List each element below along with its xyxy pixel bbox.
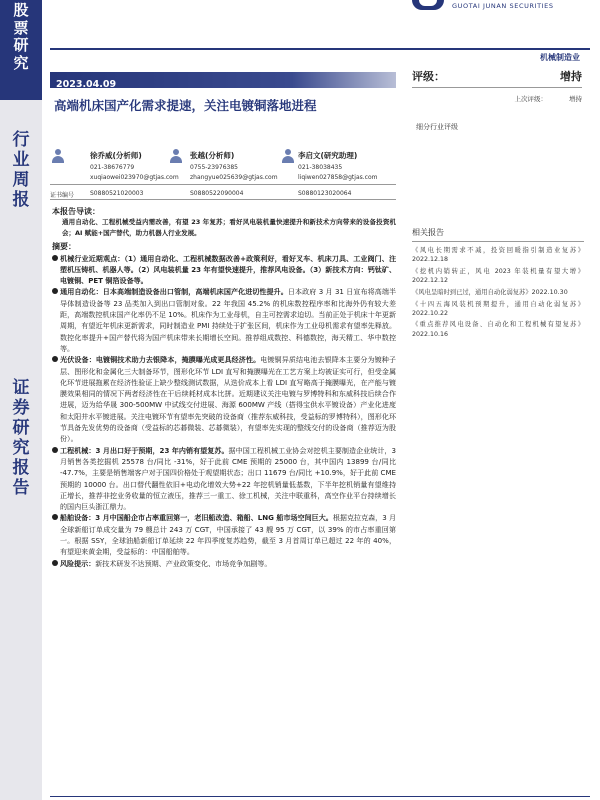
summary-paragraph: 光伏设备：电镀铜技术助力去银降本，掩膜曝光成更具经济性。电镀铜异质结电池去银降本主要分为镀种子层、图形化和金属化三大制备环节，图形化环节 LDI 直写和掩膜曝光在工艺方案上均被证实可行，但受金属化环节进展拖累在经济性验证上缺少整线测试数据，从迭价成本上看 LDI 直写略高于掩膜曝光，在产能与镀膜效果相同的情况下两者经济性在干后续耗材成本比拼。近期建议关注电镀与罗博特科和东威科技后续合作进展，迈为给华晟 300-500MW 中试线交付进展、海源 600MW 产线（搭得宝供水平镀设备）产业化进度和太阳井水平镀进展。关注电镀环节有望率先突破的设备商（推荐东威科技，受益标的罗博特科），图形化环节具备先发优势的设备商（受益标的芯碁微装、芯碁微装），有望率先实现的整线交付的设备商（推荐迈为股份）。: [52, 354, 396, 444]
footer-divider: [50, 796, 590, 797]
prev-rating-label: 上次评级：: [514, 95, 547, 103]
guide-text: 通用自动化、工程机械受益内需改善，有望 23 年复苏；看好风电装机量快速提升和新技术方向带来的设备投资机会；AI 赋能+国产替代，助力机器人行业发展。: [62, 218, 396, 238]
related-reports-title: 相关报告: [412, 227, 584, 242]
analyst-name: 张越(分析师): [190, 151, 235, 160]
prev-rating-value: 增持: [569, 95, 582, 103]
weekly-report-label: 行 业 周 报: [12, 130, 30, 211]
analyst-divider: [50, 199, 396, 200]
summary-paragraph: 通用自动化：日本高端制造设备出口管制，高端机床国产化进切性提升。日本政府 3 月 31 日宣布将高端半导体制造设备等 23 品类加入到出口管制对象。22 年我国 45.2% 的机床数控程序率和比海外仍有较大差距，高端数控机床国产化率仍不足 10%。机床作为工业母机，自主可控需求迫切。当前正处于机床十年更新周期，有望近年机床更新需求，同时制造业 PMI 持续处于扩张区间，机床作为工业母机需求有望率先释放。数控化率提升+国产替代将为国产机床带来长期增长空间。推荐组成数控、科德数控，海天精工、华中数控等。: [52, 286, 396, 354]
summary-paragraph: 工程机械：3 月出口好于预期，23 年内销有望复苏。据中国工程机械工业协会对挖机主要制造企业统计，3 月销售各类挖掘机 25578 台/同比 -31%，好于此前 CME 预期的 25000 台，其中国内 13899 台/同比 -47.7%，主要是销售端客户对于国四价格处于观望期状态；出口 11679 台/同比 +10.9%，好于此前 CME 预期的 10000 台。出口替代翻性依旧+电动化增效大势+22 年挖机销量低基数，下半年挖机销量有望维持正增长，推荐非挖业务收量的恒立液压，推荐三一重工、徐工机械，关注中联重科，高空作业平台持续增长的国内巨头浙江鼎力。: [52, 445, 396, 513]
summary-paragraph: 船舶设备：3 月中国船企市占率重回第一，老旧船改造、箱船、LNG 船市场空间巨大。根据克拉克森，3 月全球新船订单成交量为 79 艘总计 243 万 CGT，中国承接了 43 艘 95 万 CGT，以 39% 的市占率重回第一。根据 SSY，全球油船新船订单延续 22 年四季度复苏趋势，截至 3 月首周订单已超过 22 年的 40%，有望迎来黄金期，受益标的：中国船舶等。: [52, 512, 396, 557]
analyst-phone: 0755-23976385: [190, 164, 238, 171]
header-divider: [50, 48, 590, 50]
analyst-divider: [50, 184, 396, 185]
bullet-icon: [52, 514, 58, 520]
analyst-icon: [282, 149, 294, 163]
analyst-phone: 021-38676779: [90, 164, 135, 171]
analyst-cert: S0880123020064: [298, 190, 352, 197]
analyst-name: 李启文(研究助理): [298, 151, 358, 160]
securities-report-label: 证 券 研 究 报 告: [12, 378, 30, 499]
rating-box: [412, 68, 582, 103]
analyst-name: 徐乔威(分析师): [90, 151, 142, 160]
analyst-card: [190, 150, 278, 200]
bullet-icon: [52, 255, 58, 261]
related-report-item[interactable]: 《风电呈暗时到已过，通用自动化弱复苏》2022.10.30: [412, 288, 568, 296]
analyst-card: [298, 150, 377, 200]
bullet-icon: [52, 560, 58, 566]
related-reports: [412, 227, 584, 341]
related-report-item[interactable]: 《挖机内销转正，风电 2023 年装机量有望大增》2022.12.12: [412, 267, 584, 285]
rating-divider: [412, 87, 582, 88]
analyst-cert: S0880521020003: [90, 190, 144, 197]
related-report-item[interactable]: 《十四五海风装机预期提升，通用自动化弱复苏》2022.10.22: [412, 300, 584, 317]
bullet-icon: [52, 447, 58, 453]
related-report-item[interactable]: 《风电长期需求不减，投资回暖指引制造业复苏》2022.12.18: [412, 247, 584, 264]
analyst-phone: 021-38038435: [298, 164, 343, 171]
bullet-icon: [52, 288, 58, 294]
industry-tag: 机械制造业: [540, 53, 580, 62]
cert-label: 证书编号: [50, 192, 75, 199]
company-logo-text: GUOTAI JUNAN SECURITIES: [452, 2, 554, 10]
summary-paragraph: 风险提示：新技术研发不达预期、产业政策变化、市场竞争加剧等。: [52, 558, 396, 569]
date-bar: [50, 72, 396, 88]
summary-heading: 摘要：: [52, 242, 76, 252]
related-reports-list: [412, 246, 584, 339]
guide-heading: 本报告导读：: [52, 207, 100, 216]
rating-label: 评级：: [412, 70, 445, 83]
rating-value: 增持: [560, 70, 582, 83]
analyst-email[interactable]: xuqiaowei023970@gtjas.com: [90, 174, 179, 181]
related-report-item[interactable]: 《重点推荐风电设备、自动化和工程机械有望复苏》2022.10.16: [412, 321, 584, 338]
analyst-email[interactable]: liqiwen027858@gtjas.com: [298, 174, 378, 181]
analyst-card: [90, 150, 179, 200]
report-date: 2023.04.09: [56, 79, 117, 90]
analyst-icon: [52, 149, 64, 163]
sub-industry-rating: 细分行业评级: [416, 123, 458, 131]
company-logo-icon: [412, 0, 444, 10]
report-body: [52, 206, 396, 569]
summary-paragraph: 机械行业近期观点：（1）通用自动化、工程机械数据改善+政策利好，看好叉车、机床刀具、工业阀门、注塑机压铸机、机器人等。（2）风电装机量 23 年有望快速提升，推荐风电设备。（3）新技术方向：钙钛矿、电镀铜、PET 铜箔设备等。: [52, 253, 396, 287]
analyst-cert: S0880522090004: [190, 190, 244, 197]
stock-research-label: 股 票 研 究: [13, 1, 29, 73]
report-title: 高端机床国产化需求提速，关注电镀铜落地进程: [54, 98, 317, 113]
left-banner: [0, 0, 42, 800]
analyst-email[interactable]: zhangyue025639@gtjas.com: [190, 174, 278, 181]
bullet-icon: [52, 356, 58, 362]
